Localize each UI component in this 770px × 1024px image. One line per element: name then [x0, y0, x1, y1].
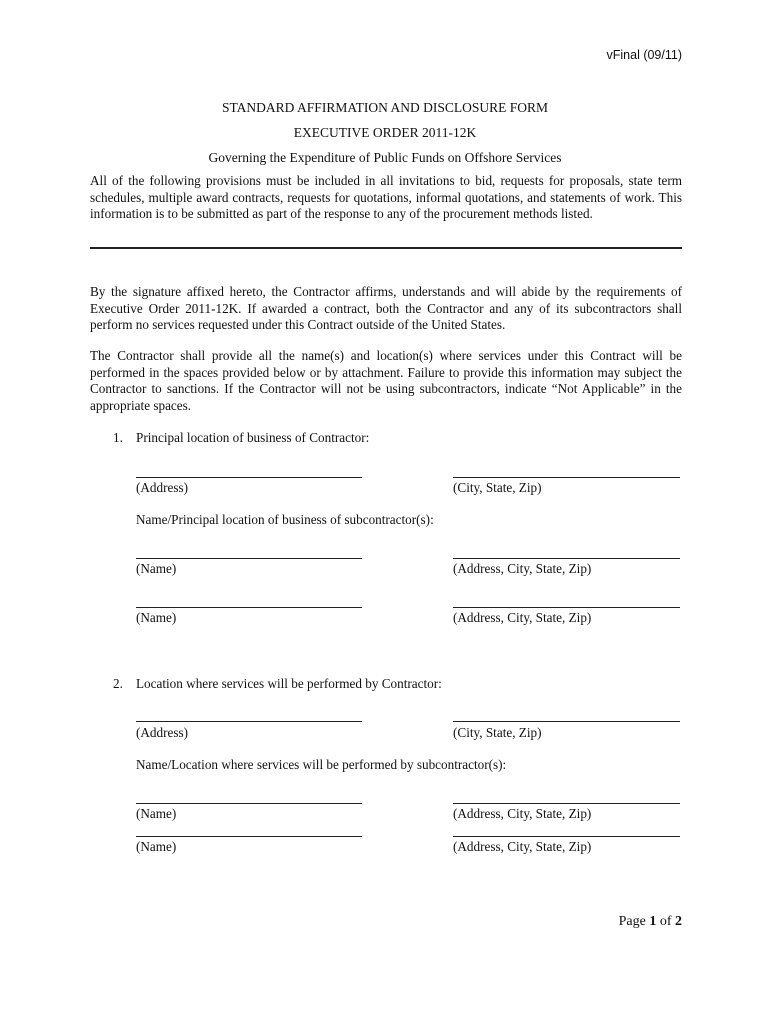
version-label: vFinal (09/11): [606, 48, 682, 62]
subcontractor-name-field-1[interactable]: [136, 558, 362, 559]
page-current: 1: [649, 914, 657, 929]
intro-paragraph: All of the following provisions must be included in all invitations to bid, requests for proposals, state term schedules, multiple award contracts, requests for quotations, informal quotations, and statements of work. This information is to be submitted as part of the response to any of the procurement methods listed.: [90, 173, 682, 221]
disclosure-paragraph: The Contractor shall provide all the name(s) and location(s) where services under this Contract will be performed in the spaces provided below or by attachment. Failure to provide this information may subject the Contractor to sanctions. If the Contractor will not be using subcontractors, indicate “Not Applicable” in the appropriate spaces.: [90, 348, 682, 413]
affirmation-paragraph: By the signature affixed hereto, the Contractor affirms, understands and will abide by the requirements of Executive Order 2011-12K. If awarded a contract, both the Contractor and any of its subcontractors shall perform no services requested under this Contract outside of the United States.: [90, 284, 682, 332]
service-address-field[interactable]: [136, 721, 362, 722]
service-address-label: (Address): [136, 725, 189, 740]
page-total: 2: [675, 914, 682, 929]
subcontractor-name-field-2[interactable]: [136, 607, 362, 608]
section1-sub-heading: Name/Principal location of business of subcontractor(s):: [136, 512, 434, 527]
sub-service-address-label-1: (Address, City, State, Zip): [453, 806, 592, 821]
subcontractor-address-label-1: (Address, City, State, Zip): [453, 561, 592, 576]
sub-service-address-field-2[interactable]: [453, 836, 680, 837]
contractor-address-label: (Address): [136, 480, 189, 495]
form-subtitle: Governing the Expenditure of Public Funds on Offshore Services: [208, 150, 562, 165]
section2-heading: Location where services will be performed by Contractor:: [136, 676, 442, 691]
sub-service-address-label-2: (Address, City, State, Zip): [453, 839, 592, 854]
section1-heading: Principal location of business of Contractor:: [136, 430, 370, 445]
contractor-address-field[interactable]: [136, 477, 362, 478]
sub-service-address-field-1[interactable]: [453, 803, 680, 804]
contractor-city-label: (City, State, Zip): [453, 480, 542, 495]
page-number: [560, 914, 682, 930]
subcontractor-name-label-2: (Name): [136, 610, 177, 625]
sub-service-name-field-1[interactable]: [136, 803, 362, 804]
subcontractor-address-field-1[interactable]: [453, 558, 680, 559]
sub-service-name-field-2[interactable]: [136, 836, 362, 837]
contractor-city-field[interactable]: [453, 477, 680, 478]
of-word: of: [659, 914, 672, 929]
subcontractor-address-field-2[interactable]: [453, 607, 680, 608]
form-title: STANDARD AFFIRMATION AND DISCLOSURE FORM: [222, 100, 548, 115]
sub-service-name-label-1: (Name): [136, 806, 177, 821]
section-divider: [90, 247, 682, 249]
subcontractor-name-label-1: (Name): [136, 561, 177, 576]
section2-number: 2.: [113, 676, 123, 691]
service-city-label: (City, State, Zip): [453, 725, 542, 740]
page-word: Page: [618, 914, 646, 929]
section2-sub-heading: Name/Location where services will be performed by subcontractor(s):: [136, 757, 507, 772]
subcontractor-address-label-2: (Address, City, State, Zip): [453, 610, 592, 625]
service-city-field[interactable]: [453, 721, 680, 722]
section1-number: 1.: [113, 430, 123, 445]
executive-order-title: EXECUTIVE ORDER 2011-12K: [293, 125, 477, 140]
sub-service-name-label-2: (Name): [136, 839, 177, 854]
